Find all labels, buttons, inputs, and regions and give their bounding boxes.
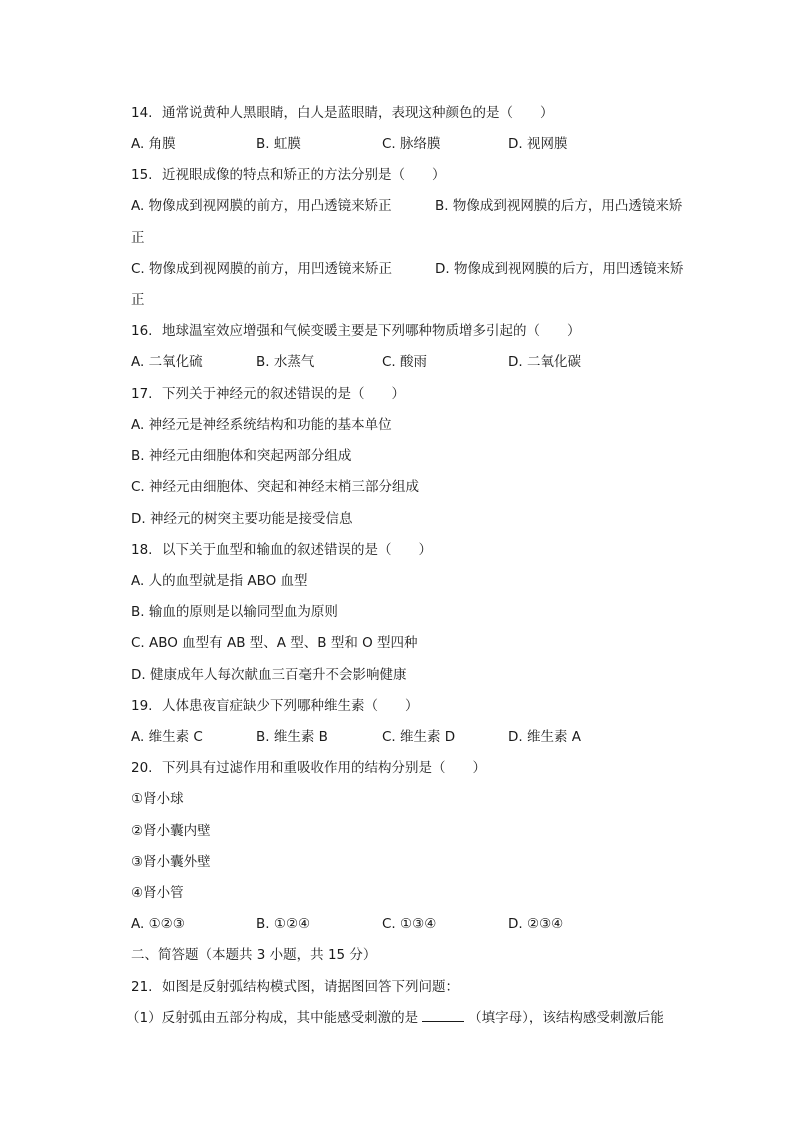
q19-option-b: B. 维生素 B <box>256 729 328 745</box>
q20-item-4: ④肾小管 <box>131 885 184 901</box>
question-number: 19. <box>131 698 153 714</box>
subquestion-text-after: （填字母），该结构感受刺激后能 <box>468 1010 664 1026</box>
q18-option-a: A. 人的血型就是指 ABO 血型 <box>131 573 308 589</box>
q19-option-a: A. 维生素 C <box>131 729 203 745</box>
question-number: 17. <box>131 386 153 402</box>
q14-option-c: C. 脉络膜 <box>382 136 441 152</box>
q16-option-d: D. 二氧化碳 <box>508 354 581 370</box>
question-number: 21. <box>131 979 153 995</box>
q20-option-b: B. ①②④ <box>256 916 311 932</box>
q18-option-b: B. 输血的原则是以输同型血为原则 <box>131 604 338 620</box>
q15-option-d: D. 物像成到视网膜的后方，用凹透镜来矫 <box>435 261 684 277</box>
question-text: 如图是反射弧结构模式图，请据图回答下列问题： <box>162 979 459 995</box>
question-text: 下列关于神经元的叙述错误的是（ ） <box>162 386 405 402</box>
q17-option-b: B. 神经元由细胞体和突起两部分组成 <box>131 448 352 464</box>
q15-option-b: B. 物像成到视网膜的后方，用凸透镜来矫 <box>435 198 683 214</box>
q14-option-a: A. 角膜 <box>131 136 176 152</box>
q17-option-c: C. 神经元由细胞体、突起和神经末梢三部分组成 <box>131 479 420 495</box>
question-number: 15. <box>131 167 153 183</box>
q18-option-d: D. 健康成年人每次献血三百毫升不会影响健康 <box>131 667 407 683</box>
q17-option-a: A. 神经元是神经系统结构和功能的基本单位 <box>131 417 392 433</box>
question-text: 以下关于血型和输血的叙述错误的是（ ） <box>162 542 432 558</box>
q19-option-c: C. 维生素 D <box>382 729 456 745</box>
q20-option-a: A. ①②③ <box>131 916 185 932</box>
question-text: 通常说黄种人黑眼睛，白人是蓝眼睛，表现这种颜色的是（ ） <box>162 105 554 121</box>
q16-option-c: C. 酸雨 <box>382 354 428 370</box>
question-number: 18. <box>131 542 153 558</box>
q20-item-1: ①肾小球 <box>131 791 184 807</box>
q17-option-d: D. 神经元的树突主要功能是接受信息 <box>131 511 353 527</box>
question-number: 20. <box>131 760 153 776</box>
q16-option-b: B. 水蒸气 <box>256 354 315 370</box>
question-number: 14. <box>131 105 153 121</box>
section-heading: 二、简答题（本题共 3 小题，共 15 分） <box>131 947 377 963</box>
q14-option-d: D. 视网膜 <box>508 136 568 152</box>
q20-option-d: D. ②③④ <box>508 916 564 932</box>
q14-option-b: B. 虹膜 <box>256 136 301 152</box>
q21-subquestion-1 <box>126 1009 664 1027</box>
question-text: 下列具有过滤作用和重吸收作用的结构分别是（ ） <box>162 760 486 776</box>
question-21 <box>131 978 459 996</box>
question-14 <box>131 104 554 122</box>
q15-option-c: C. 物像成到视网膜的前方，用凹透镜来矫正 <box>131 261 393 277</box>
question-20 <box>131 759 486 777</box>
question-15 <box>131 166 446 184</box>
question-16 <box>131 322 581 340</box>
answer-blank[interactable] <box>422 1009 464 1022</box>
q15-option-a: A. 物像成到视网膜的前方，用凸透镜来矫正 <box>131 198 392 214</box>
q18-option-c: C. ABO 血型有 AB 型、A 型、B 型和 O 型四种 <box>131 635 418 651</box>
question-text: 人体患夜盲症缺少下列哪种维生素（ ） <box>162 698 419 714</box>
question-17 <box>131 385 405 403</box>
q19-option-d: D. 维生素 A <box>508 729 582 745</box>
q15-option-b-continued: 正 <box>131 230 145 246</box>
question-19 <box>131 697 419 715</box>
q15-option-d-continued: 正 <box>131 292 145 308</box>
q20-item-2: ②肾小囊内壁 <box>131 823 211 839</box>
question-text: 近视眼成像的特点和矫正的方法分别是（ ） <box>162 167 446 183</box>
q20-item-3: ③肾小囊外壁 <box>131 854 211 870</box>
question-18 <box>131 541 432 559</box>
question-text: 地球温室效应增强和气候变暖主要是下列哪种物质增多引起的（ ） <box>162 323 581 339</box>
subquestion-text-before: （1）反射弧由五部分构成，其中能感受刺激的是 <box>126 1010 419 1026</box>
q16-option-a: A. 二氧化硫 <box>131 354 203 370</box>
question-number: 16. <box>131 323 153 339</box>
q20-option-c: C. ①③④ <box>382 916 437 932</box>
